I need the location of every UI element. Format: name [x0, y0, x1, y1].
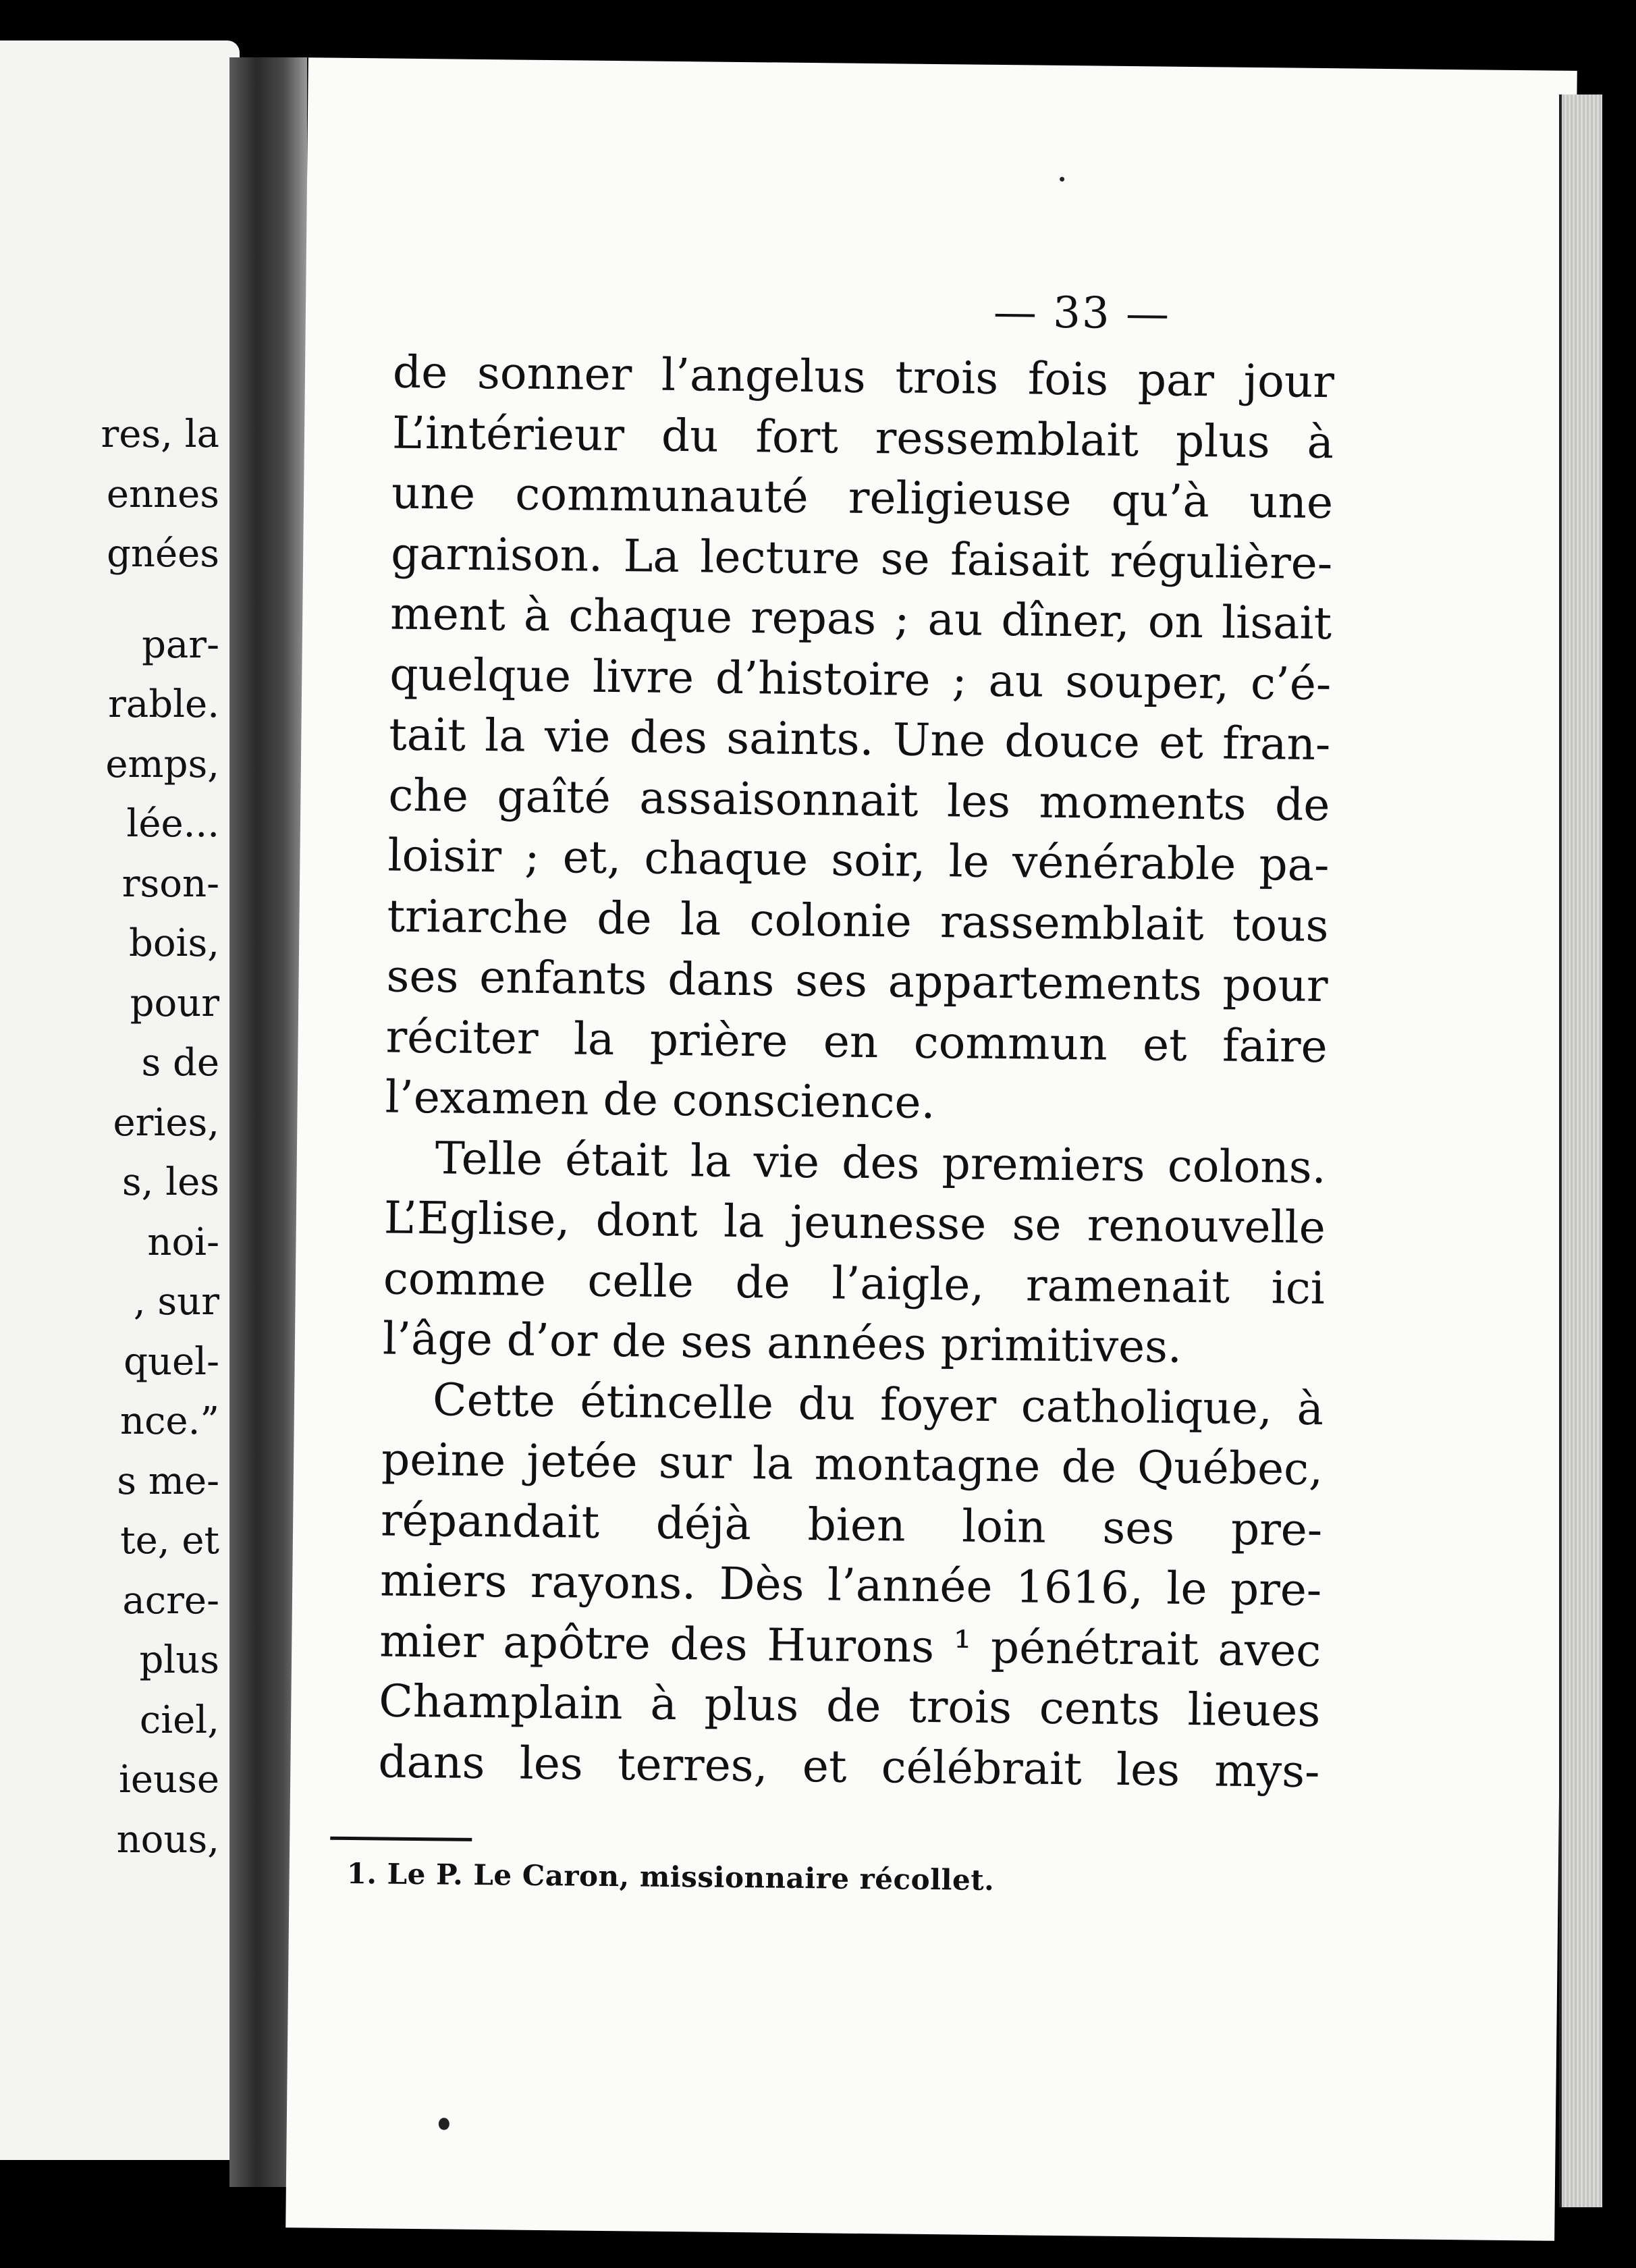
text-line: une communauté religieuse qu’à une: [391, 466, 1334, 529]
left-line: plus: [139, 1638, 219, 1682]
page-number: — 33 —: [993, 287, 1171, 340]
left-line: eries,: [113, 1100, 219, 1145]
left-line: res, la: [101, 412, 219, 456]
page-edge: [1559, 94, 1602, 2207]
text-line: dans les terres, et célébrait les mys-: [378, 1735, 1320, 1798]
left-page: [0, 40, 240, 2160]
left-line: s de: [141, 1041, 219, 1085]
left-line: rson-: [121, 861, 219, 906]
text-line: loisir ; et, chaque soir, le vénérable pa-: [387, 829, 1330, 892]
text-line: mier apôtre des Hurons ¹ pénétrait avec: [379, 1614, 1321, 1677]
text-line: garnison. La lecture se faisait régulière-: [390, 527, 1333, 589]
text-line: L’intérieur du fort ressemblait plus à: [391, 406, 1334, 468]
text-line: répandait déjà bien loin ses pre-: [380, 1493, 1323, 1556]
text-line: Champlain à plus de trois cents lieues: [378, 1675, 1321, 1737]
text-line: de sonner l’angelus trois fois par jour: [392, 346, 1335, 408]
text-line: l’examen de conscience.: [385, 1071, 935, 1129]
footnote: 1. Le P. Le Caron, missionnaire récollet.: [346, 1856, 995, 1897]
text-line: peine jetée sur la montagne de Québec,: [381, 1433, 1324, 1496]
left-line: nce.”: [120, 1399, 219, 1443]
left-line: gnées: [107, 532, 219, 576]
left-line: ennes: [106, 472, 219, 516]
left-page-text: [101, 405, 219, 1870]
left-line: acre-: [122, 1578, 219, 1623]
body-text: [378, 342, 1334, 1802]
right-page: [285, 57, 1577, 2241]
left-line: ieuse: [119, 1758, 219, 1802]
text-line: quelque livre d’histoire ; au souper, c’é-: [389, 648, 1332, 710]
footnote-rule: [330, 1837, 472, 1841]
text-line: l’âge d’or de ses années primitives.: [382, 1312, 1182, 1373]
text-line: miers rayons. Dès l’année 1616, le pre-: [379, 1554, 1322, 1617]
text-line: tait la vie des saints. Une douce et fran-: [388, 708, 1331, 771]
left-line: pour: [130, 981, 219, 1025]
text-line: L’Eglise, dont la jeunesse se renouvelle: [383, 1191, 1326, 1254]
left-line: emps,: [105, 742, 219, 786]
text-line: ment à chaque repas ; au dîner, on lisait: [389, 587, 1332, 650]
text-line: Cette étincelle du foyer catholique, à: [432, 1373, 1324, 1435]
left-line: rable.: [108, 682, 219, 726]
text-line: che gaîté assaisonnait les moments de: [388, 769, 1330, 831]
text-line: triarche de la colonie rassemblait tous: [387, 890, 1329, 952]
left-line: nous,: [116, 1817, 219, 1862]
ink-speck: [1060, 177, 1064, 182]
left-line: ciel,: [139, 1698, 219, 1742]
left-line: quel-: [124, 1339, 219, 1384]
left-line: bois,: [128, 921, 219, 965]
left-line: s me-: [117, 1459, 219, 1503]
text-line: Telle était la vie des premiers colons.: [435, 1131, 1327, 1193]
left-line: noi-: [147, 1220, 219, 1264]
text-line: ses enfants dans ses appartements pour: [386, 950, 1328, 1013]
ink-speck: [439, 2117, 449, 2130]
left-line: par-: [142, 622, 219, 667]
left-line: te, et: [120, 1519, 219, 1563]
left-line-gap: [101, 585, 219, 616]
text-line: comme celle de l’aigle, ramenait ici: [383, 1252, 1326, 1314]
left-line: lée...: [126, 802, 219, 846]
text-line: réciter la prière en commun et faire: [385, 1010, 1328, 1073]
left-line: s, les: [121, 1160, 219, 1204]
left-line: , sur: [133, 1280, 219, 1324]
